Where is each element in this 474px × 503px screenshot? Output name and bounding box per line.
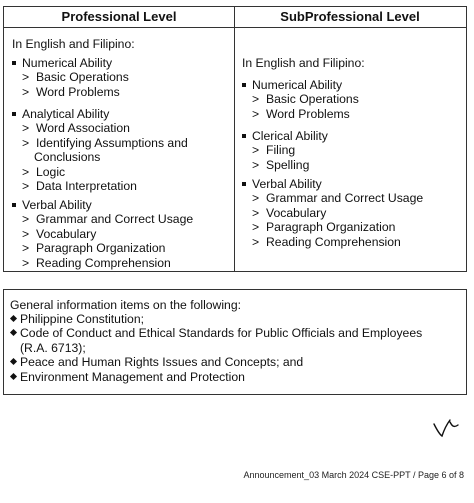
section-item: > Word Association bbox=[12, 121, 188, 135]
section-item: > Spelling bbox=[242, 158, 328, 172]
section-item: > Reading Comprehension bbox=[12, 256, 193, 270]
professional-column bbox=[4, 7, 235, 271]
general-item-text: Environment Management and Protection bbox=[20, 369, 245, 384]
section-item: > Paragraph Organization bbox=[12, 241, 193, 255]
section-title: Verbal Ability bbox=[12, 198, 193, 212]
subprofessional-header: SubProfessional Level bbox=[234, 7, 466, 28]
section-item: > Vocabulary bbox=[242, 206, 423, 220]
section-item: > Data Interpretation bbox=[12, 179, 188, 193]
professional-section-verbal bbox=[12, 198, 193, 270]
section-item: > Basic Operations bbox=[242, 92, 359, 106]
section-title: Numerical Ability bbox=[12, 56, 129, 70]
exam-coverage-table bbox=[3, 6, 467, 272]
subprofessional-column bbox=[234, 7, 466, 271]
section-title: Analytical Ability bbox=[12, 107, 188, 121]
page-footer: Announcement_03 March 2024 CSE-PPT / Page 6 of 8 bbox=[243, 470, 464, 480]
general-heading: General information items on the following: bbox=[10, 298, 242, 312]
professional-intro: In English and Filipino: bbox=[12, 37, 135, 51]
section-item: > Word Problems bbox=[242, 107, 359, 121]
section-item: > Basic Operations bbox=[12, 70, 129, 84]
professional-header: Professional Level bbox=[4, 7, 234, 28]
section-item: > Grammar and Correct Usage bbox=[242, 191, 423, 205]
general-item bbox=[10, 312, 460, 326]
section-item: > Grammar and Correct Usage bbox=[12, 212, 193, 226]
professional-section-numerical bbox=[12, 56, 129, 99]
section-item-continuation: Conclusions bbox=[34, 150, 101, 165]
general-item bbox=[10, 370, 460, 384]
section-item: > Paragraph Organization bbox=[242, 220, 423, 234]
section-item: > Vocabulary bbox=[12, 227, 193, 241]
section-item: > Logic bbox=[12, 165, 188, 179]
subprofessional-section-verbal bbox=[242, 177, 423, 249]
general-item-continuation: (R.A. 6713); bbox=[20, 340, 86, 355]
signature-mark bbox=[432, 416, 460, 438]
general-item bbox=[10, 326, 460, 355]
section-title: Numerical Ability bbox=[242, 78, 359, 92]
general-item-text: Peace and Human Rights Issues and Concepts; and bbox=[20, 355, 304, 370]
section-item: > Identifying Assumptions and bbox=[12, 136, 188, 150]
subprofessional-section-clerical bbox=[242, 129, 328, 172]
subprofessional-intro: In English and Filipino: bbox=[242, 56, 365, 70]
section-item: > Word Problems bbox=[12, 85, 129, 99]
general-info-box bbox=[3, 289, 467, 395]
professional-section-analytical bbox=[12, 107, 188, 193]
general-item bbox=[10, 355, 460, 369]
section-title: Clerical Ability bbox=[242, 129, 328, 143]
general-item-text: Philippine Constitution; bbox=[20, 312, 144, 326]
section-item: > Reading Comprehension bbox=[242, 235, 423, 249]
general-list bbox=[10, 312, 460, 384]
general-item-text: Code of Conduct and Ethical Standards for Public Officials and Employees bbox=[20, 326, 423, 341]
section-item: > Filing bbox=[242, 143, 328, 157]
section-title: Verbal Ability bbox=[242, 177, 423, 191]
subprofessional-section-numerical bbox=[242, 78, 359, 121]
